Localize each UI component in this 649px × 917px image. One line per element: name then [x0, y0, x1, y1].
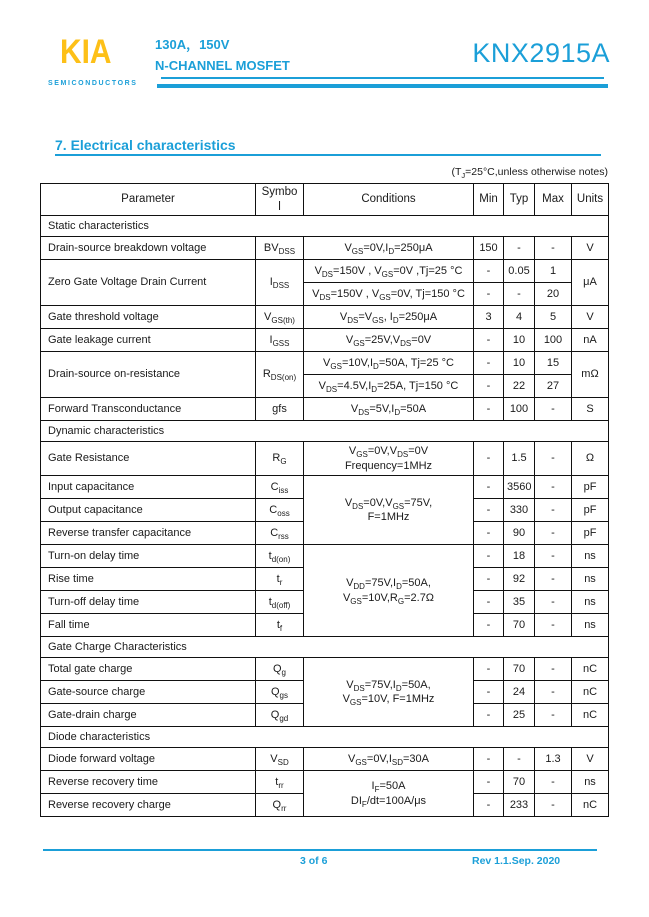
units-cell: ns	[572, 591, 609, 614]
conditions-cell: $I_F=50A$ $DI_F/dt=100A/\mu s$	[304, 771, 474, 817]
param-cell: Forward Transconductance	[41, 398, 256, 421]
section-title: 7. Electrical characteristics	[55, 137, 236, 153]
column-header-min: Min	[474, 184, 504, 216]
section-title-underline	[55, 154, 601, 156]
symbol-cell: $t_{rr}$	[256, 771, 304, 794]
units-cell: μA	[572, 260, 609, 306]
typ-cell: 24	[504, 681, 535, 704]
section-row	[41, 421, 609, 442]
typ-cell: 18	[504, 545, 535, 568]
rating-line-1: 130A，150V	[155, 37, 230, 52]
conditions-cell: $V_{DS}=150V$ , $V_{GS}=0V$ ,Tj=25 °C	[304, 260, 474, 283]
max-cell: -	[535, 704, 572, 727]
param-cell: Total gate charge	[41, 658, 256, 681]
max-cell: -	[535, 614, 572, 637]
max-cell: 20	[535, 283, 572, 306]
symbol-cell: $t_r$	[256, 568, 304, 591]
max-cell: 100	[535, 329, 572, 352]
units-cell: pF	[572, 522, 609, 545]
conditions-cell: $V_{GS}=0V,I_D=250\mu A$	[304, 237, 474, 260]
section-row	[41, 727, 609, 748]
units-cell: V	[572, 306, 609, 329]
min-cell: -	[474, 522, 504, 545]
section-row	[41, 637, 609, 658]
table-header	[41, 184, 609, 216]
typ-cell: -	[504, 283, 535, 306]
units-cell: nC	[572, 681, 609, 704]
conditions-cell: $V_{GS}=0V,I_{SD}=30A$	[304, 748, 474, 771]
typ-cell: 10	[504, 352, 535, 375]
symbol-cell: $I_{DSS}$	[256, 260, 304, 306]
symbol-cell: $I_{GSS}$	[256, 329, 304, 352]
max-cell: -	[535, 499, 572, 522]
units-cell: V	[572, 237, 609, 260]
units-cell: ns	[572, 771, 609, 794]
electrical-characteristics-table	[40, 183, 609, 817]
conditions-cell: $V_{GS}=10V,I_D=50A$, Tj=25 °C	[304, 352, 474, 375]
param-cell: Turn-on delay time	[41, 545, 256, 568]
typ-cell: 92	[504, 568, 535, 591]
param-cell: Diode forward voltage	[41, 748, 256, 771]
symbol-cell: $t_{d(on)}$	[256, 545, 304, 568]
units-cell: S	[572, 398, 609, 421]
typ-cell: 22	[504, 375, 535, 398]
typ-cell: 25	[504, 704, 535, 727]
header-rule-thick	[157, 84, 608, 88]
typ-cell: 70	[504, 658, 535, 681]
max-cell: -	[535, 568, 572, 591]
column-header-parameter: Parameter	[41, 184, 256, 216]
column-header-symbol: Symbol	[256, 184, 304, 216]
section-label: Gate Charge Characteristics	[41, 637, 609, 658]
max-cell: -	[535, 442, 572, 476]
min-cell: -	[474, 748, 504, 771]
page-number: 3 of 6	[300, 855, 328, 867]
min-cell: -	[474, 476, 504, 499]
min-cell: -	[474, 499, 504, 522]
symbol-cell: $R_G$	[256, 442, 304, 476]
min-cell: -	[474, 681, 504, 704]
symbol-cell: $Q_g$	[256, 658, 304, 681]
min-cell: -	[474, 704, 504, 727]
table-row	[41, 398, 609, 421]
table-row	[41, 260, 609, 283]
kia-logo: KIA	[60, 33, 112, 71]
symbol-cell: $BV_{DSS}$	[256, 237, 304, 260]
section-row	[41, 216, 609, 237]
units-cell: ns	[572, 545, 609, 568]
param-cell: Gate-source charge	[41, 681, 256, 704]
logo-subtext: SEMICONDUCTORS	[48, 80, 138, 87]
max-cell: 1	[535, 260, 572, 283]
units-cell: mΩ	[572, 352, 609, 398]
conditions-cell: $V_{DS}=V_{GS}$, $I_D=250\mu A$	[304, 306, 474, 329]
table-row	[41, 658, 609, 681]
symbol-cell: $t_{d(off)}$	[256, 591, 304, 614]
column-header-typ: Typ	[504, 184, 535, 216]
units-cell: pF	[572, 499, 609, 522]
section-label: Diode characteristics	[41, 727, 609, 748]
typ-cell: 35	[504, 591, 535, 614]
typ-cell: -	[504, 748, 535, 771]
conditions-cell: $V_{DS}=0V,V_{GS}=75V$, F=1MHz	[304, 476, 474, 545]
min-cell: -	[474, 283, 504, 306]
param-cell: Fall time	[41, 614, 256, 637]
param-cell: Drain-source breakdown voltage	[41, 237, 256, 260]
max-cell: -	[535, 658, 572, 681]
column-header-units: Units	[572, 184, 609, 216]
typ-cell: 3560	[504, 476, 535, 499]
symbol-cell: $C_{rss}$	[256, 522, 304, 545]
section-label: Static characteristics	[41, 216, 609, 237]
typ-cell: 70	[504, 771, 535, 794]
table-row	[41, 771, 609, 794]
symbol-cell: $t_f$	[256, 614, 304, 637]
max-cell: -	[535, 794, 572, 817]
conditions-cell: $V_{DS}=4.5V,I_D=25A$, Tj=150 °C	[304, 375, 474, 398]
symbol-cell: $C_{iss}$	[256, 476, 304, 499]
param-cell: Zero Gate Voltage Drain Current	[41, 260, 256, 306]
typ-cell: -	[504, 237, 535, 260]
table-row	[41, 476, 609, 499]
device-rating	[155, 35, 290, 77]
max-cell: -	[535, 476, 572, 499]
table-row	[41, 748, 609, 771]
table-row	[41, 352, 609, 375]
max-cell: -	[535, 545, 572, 568]
table-row	[41, 306, 609, 329]
units-cell: nC	[572, 704, 609, 727]
symbol-cell: $V_{GS(th)}$	[256, 306, 304, 329]
min-cell: -	[474, 794, 504, 817]
max-cell: 27	[535, 375, 572, 398]
typ-cell: 330	[504, 499, 535, 522]
typ-cell: 100	[504, 398, 535, 421]
conditions-cell: $V_{DS}=150V$ , $V_{GS}=0V$, Tj=150 °C	[304, 283, 474, 306]
max-cell: 15	[535, 352, 572, 375]
revision-label: Rev 1.1.Sep. 2020	[472, 855, 561, 867]
param-cell: Rise time	[41, 568, 256, 591]
param-cell: Turn-off delay time	[41, 591, 256, 614]
conditions-cell: $V_{GS}=0V,V_{DS}=0V$ Frequency=1MHz	[304, 442, 474, 476]
footer-rule	[43, 849, 597, 851]
rating-line-2: N-CHANNEL MOSFET	[155, 57, 290, 73]
param-cell: Gate-drain charge	[41, 704, 256, 727]
units-cell: nC	[572, 658, 609, 681]
max-cell: 1.3	[535, 748, 572, 771]
min-cell: -	[474, 398, 504, 421]
min-cell: -	[474, 442, 504, 476]
table-row	[41, 545, 609, 568]
param-cell: Gate Resistance	[41, 442, 256, 476]
symbol-cell: $C_{oss}$	[256, 499, 304, 522]
typ-cell: 4	[504, 306, 535, 329]
conditions-cell: $V_{DS}=75V,I_D=50A$, $V_{GS}=10V$, F=1MHz	[304, 658, 474, 727]
min-cell: -	[474, 375, 504, 398]
units-cell: pF	[572, 476, 609, 499]
min-cell: -	[474, 614, 504, 637]
conditions-cell: $V_{GS}=25V,V_{DS}=0V$	[304, 329, 474, 352]
section-label: Dynamic characteristics	[41, 421, 609, 442]
param-cell: Reverse transfer capacitance	[41, 522, 256, 545]
max-cell: -	[535, 522, 572, 545]
param-cell: Gate threshold voltage	[41, 306, 256, 329]
max-cell: -	[535, 398, 572, 421]
table-condition-note: ($T_J=25^\circ C,unless$ otherwise notes)	[451, 166, 608, 181]
units-cell: V	[572, 748, 609, 771]
part-number: KNX2915A	[472, 38, 610, 68]
min-cell: 3	[474, 306, 504, 329]
column-header-max: Max	[535, 184, 572, 216]
typ-cell: 10	[504, 329, 535, 352]
param-cell: Gate leakage current	[41, 329, 256, 352]
table-row	[41, 329, 609, 352]
param-cell: Drain-source on-resistance	[41, 352, 256, 398]
max-cell: -	[535, 591, 572, 614]
conditions-cell: $V_{DD}=75V,I_D=50A$, $V_{GS}=10V,R_G=2.7\Omega$	[304, 545, 474, 637]
table-row	[41, 237, 609, 260]
units-cell: ns	[572, 568, 609, 591]
min-cell: -	[474, 658, 504, 681]
param-cell: Reverse recovery time	[41, 771, 256, 794]
param-cell: Output capacitance	[41, 499, 256, 522]
units-cell: nA	[572, 329, 609, 352]
min-cell: -	[474, 771, 504, 794]
symbol-cell: $R_{DS(on)}$	[256, 352, 304, 398]
min-cell: 150	[474, 237, 504, 260]
typ-cell: 0.05	[504, 260, 535, 283]
symbol-cell: $V_{SD}$	[256, 748, 304, 771]
symbol-cell: gfs	[256, 398, 304, 421]
min-cell: -	[474, 260, 504, 283]
typ-cell: 90	[504, 522, 535, 545]
max-cell: -	[535, 681, 572, 704]
symbol-cell: $Q_{gs}$	[256, 681, 304, 704]
max-cell: 5	[535, 306, 572, 329]
units-cell: nC	[572, 794, 609, 817]
typ-cell: 1.5	[504, 442, 535, 476]
min-cell: -	[474, 352, 504, 375]
min-cell: -	[474, 568, 504, 591]
param-cell: Reverse recovery charge	[41, 794, 256, 817]
conditions-cell: $V_{DS}=5V,I_D=50A$	[304, 398, 474, 421]
table-header-row	[41, 184, 609, 216]
symbol-cell: $Q_{rr}$	[256, 794, 304, 817]
table-row	[41, 442, 609, 476]
param-cell: Input capacitance	[41, 476, 256, 499]
header-rule-thin	[161, 77, 604, 79]
column-header-conditions: Conditions	[304, 184, 474, 216]
units-cell: Ω	[572, 442, 609, 476]
min-cell: -	[474, 591, 504, 614]
min-cell: -	[474, 329, 504, 352]
max-cell: -	[535, 237, 572, 260]
typ-cell: 233	[504, 794, 535, 817]
max-cell: -	[535, 771, 572, 794]
units-cell: ns	[572, 614, 609, 637]
typ-cell: 70	[504, 614, 535, 637]
symbol-cell: $Q_{gd}$	[256, 704, 304, 727]
min-cell: -	[474, 545, 504, 568]
